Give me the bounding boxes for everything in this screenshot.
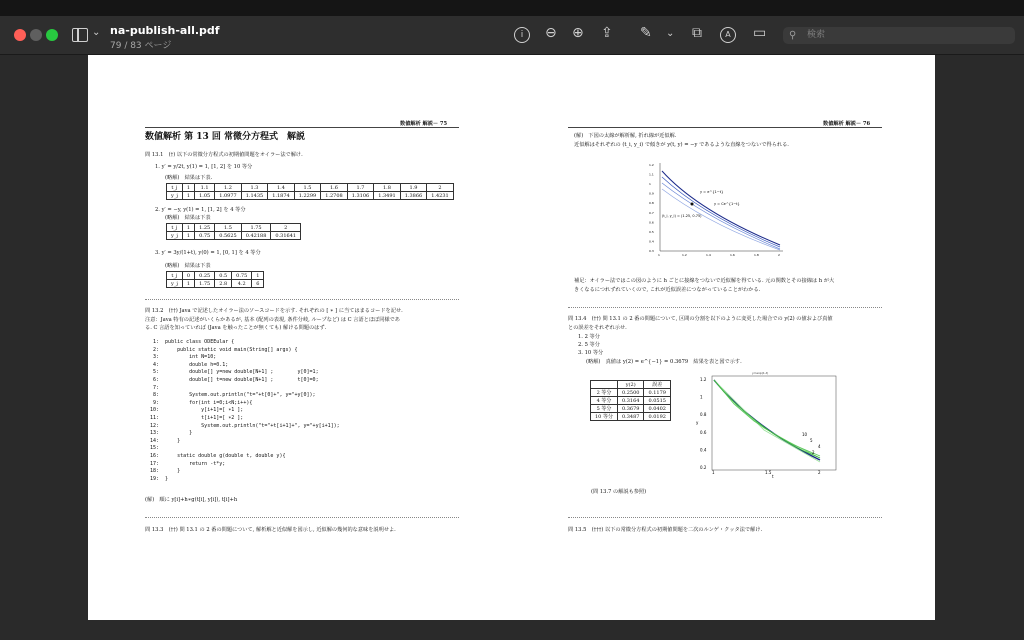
document-title: na-publish-all.pdf: [110, 24, 220, 37]
code-line: 16: static double g(double t, double y){: [150, 452, 286, 459]
exact-solution-curve: [714, 380, 820, 460]
code-line: 12: System.out.println("t="+t[i+1]+", y="+y[i+1]);: [150, 422, 340, 429]
curve-annotation: 5: [810, 438, 813, 443]
table-cell: 0.31641: [271, 232, 301, 240]
y-tick-label: 0.8: [649, 201, 654, 206]
table-cell: 1: [182, 184, 194, 192]
table-cell: 0.5: [215, 272, 232, 280]
table-cell: 1.1435: [241, 192, 268, 200]
table-cell: 1.3866: [400, 192, 427, 200]
table-cell: 0.1179: [644, 389, 671, 397]
table-cell: 誤差: [644, 381, 671, 389]
left-page-header: 数値解析 解説－ 75: [400, 121, 448, 127]
table-cell: y_j: [167, 232, 183, 240]
table-cell: 1: [182, 192, 194, 200]
y-tick-label: 0.7: [649, 210, 654, 215]
table-cell: t_j: [167, 224, 183, 232]
q1-2-answer: (略解) 結果は下表: [165, 215, 211, 221]
title-bar: [0, 16, 1024, 55]
sidebar-icon[interactable]: [72, 28, 88, 42]
y-tick-label: 0.4: [649, 239, 654, 244]
table-cell: y_j: [167, 192, 183, 200]
table-cell: 0.25: [195, 272, 215, 280]
q1-3-text: 3. y′ = 3y/(1+t), y(0) = 1, [0, 1] を 4 等分: [155, 250, 261, 256]
x-tick-label: 1.4: [706, 253, 711, 257]
table-row: [167, 224, 301, 232]
x-tick-label: 1: [712, 470, 715, 475]
left-page-title: 数値解析 第 13 回 常微分方程式 解説: [145, 132, 306, 142]
plot1-label-b: y = Ce^{1−t}: [714, 202, 740, 206]
table-cell: 1.2299: [294, 192, 321, 200]
q2-text-a: 問 13.2 (††) Java で記述したオイラー法のソースコードを示す. それぞれの [ ∗ ] に当てはまるコードを記せ.: [145, 308, 403, 314]
table-cell: 1.6: [321, 184, 348, 192]
y-tick-label: 0.2: [700, 465, 707, 470]
section-divider: [568, 307, 882, 308]
table-cell: 6: [252, 280, 264, 288]
table-cell: 1.3: [241, 184, 268, 192]
document-view[interactable]: [0, 55, 1024, 640]
x-tick-label: 1.6: [730, 253, 735, 257]
table-row: [167, 184, 454, 192]
note-text-a: 補足：オイラー法ではこの図のように h ごとに接線をつないで近似解を得ている. 元の関数とその接線は h が大: [574, 278, 835, 284]
table-cell: 1.4231: [427, 192, 454, 200]
minimize-window-button[interactable]: [30, 29, 42, 41]
zoom-out-icon[interactable]: ⊖: [545, 25, 557, 41]
table-cell: 0.0515: [644, 397, 671, 405]
y-tick-label: 0.9: [649, 191, 654, 196]
table-header-row: [591, 381, 671, 389]
plot1-x-ticks: [658, 253, 780, 257]
code-line: 3: int N=10;: [150, 354, 217, 361]
table-cell: 1.0977: [215, 192, 242, 200]
chevron-down-icon[interactable]: ⌄: [92, 27, 101, 38]
euler-5-curve: [714, 380, 820, 456]
table-cell: 0.75: [232, 272, 252, 280]
plot1-label-c: (t_i, y_i) = (1.25, 0.75): [662, 214, 702, 218]
table-cell: 1.9: [400, 184, 427, 192]
table-cell: 1.5: [215, 224, 242, 232]
right-page-header: 数値解析 解説－ 76: [823, 121, 871, 127]
table-cell: 0.42188: [241, 232, 271, 240]
x-tick-label: 1.2: [682, 253, 687, 257]
zoom-in-icon[interactable]: ⊕: [572, 25, 584, 41]
solution-text-b: 近似解はそれぞれの (t_i, y_i) で傾きが y(t, y) = −y であるような直線をつないで得られる.: [574, 142, 789, 148]
pdf-page-spread: [88, 55, 935, 620]
table-cell: 0.2500: [617, 389, 644, 397]
page-indicator: 79 / 83 ページ: [110, 41, 172, 51]
table-cell: 2: [271, 224, 301, 232]
form-icon[interactable]: ▭: [753, 25, 767, 41]
plot2-x-ticks: [712, 470, 821, 475]
section-divider: [145, 517, 459, 518]
table-row: [591, 389, 671, 397]
table-cell: 0.3487: [617, 413, 644, 421]
table-cell: t_j: [167, 272, 183, 280]
y-tick-label: 1.2: [649, 163, 654, 167]
y-tick-label: 0.6: [700, 429, 707, 435]
table-cell: 1.1: [195, 184, 215, 192]
code-line: 4: double h=0.1;: [150, 361, 229, 368]
convergence-plot: [694, 370, 844, 480]
table-cell: 1.75: [195, 280, 215, 288]
q2-answer: (解) 順に y[i]+h∗g(t[i], y[i]), t[i]+h: [145, 497, 238, 503]
table-cell: t_j: [167, 184, 183, 192]
x-tick-label: 1.5: [765, 470, 772, 475]
solution-text-a: (解) 下図の太線が解析解, 折れ線が近似解.: [574, 133, 677, 139]
code-line: 15:: [150, 445, 160, 452]
table-cell: 1: [252, 272, 264, 280]
plot1-label-a: y = e^{1−t}: [700, 190, 724, 194]
code-line: 18: }: [150, 468, 181, 475]
curve-annotation: 10: [802, 432, 808, 437]
q1-1-text: 1. y′ = y/2t, y(1) = 1, [1, 2] を 10 等分: [155, 164, 253, 170]
y-tick-label: 0.3: [649, 249, 654, 253]
table-cell: y(2): [617, 381, 644, 389]
euler-4-curve: [714, 380, 820, 458]
x-tick-label: 2: [778, 253, 780, 257]
code-line: 8: System.out.println("t="+t[0]+", y="+y[0]);: [150, 392, 316, 399]
q4-item-3: 3. 10 等分: [578, 350, 604, 356]
curve-annotation: 2: [812, 450, 815, 455]
table-cell: 1.75: [241, 224, 271, 232]
q1-2-text: 2. y′ = −y, y(1) = 1, [1, 2] を 4 等分: [155, 207, 246, 213]
q2-text-b: 注意：Java 特有の記述がいくらかあるが, 基本 (配列の表現, 条件分岐, ループなど) は C 言語とほぼ同様であ: [145, 317, 400, 323]
q1-1-answer: (略解) 結果は下表.: [165, 175, 213, 181]
info-icon[interactable]: i: [514, 27, 530, 43]
table-cell: 1.4: [268, 184, 295, 192]
code-line: 10: y[i+1]=[ ∗1 ];: [150, 407, 244, 414]
table-cell: 4 等分: [591, 397, 618, 405]
table-cell: 1.3106: [347, 192, 374, 200]
euler-10-curve: [714, 380, 820, 458]
table-row: [167, 232, 301, 240]
code-line: 11: t[i+1]=[ ∗2 ];: [150, 414, 244, 421]
y-tick-label: 1.2: [700, 377, 707, 382]
code-line: 17: return -t*y;: [150, 460, 226, 467]
x-tick-label: 1: [658, 253, 660, 257]
annotate-icon[interactable]: A: [720, 27, 736, 43]
table-cell: 0: [182, 272, 194, 280]
y-tick-label: 0.8: [700, 412, 707, 418]
table-cell: 1.7: [347, 184, 374, 192]
table-cell: 0.0192: [644, 413, 671, 421]
table-row: [167, 272, 264, 280]
table-cell: 0.0402: [644, 405, 671, 413]
q2-text-c: る. C 言語を知っていれば (Java を触ったことが無くても) 解ける問題のはず.: [145, 325, 327, 331]
x-tick-label: 2: [818, 470, 821, 475]
y-tick-label: 0.6: [649, 220, 654, 225]
table-cell: 1: [182, 224, 194, 232]
table-cell: 0.3679: [617, 405, 644, 413]
table-cell: 1.5: [294, 184, 321, 192]
curve-annotation: 4: [818, 444, 821, 449]
error-table: [590, 380, 671, 421]
search-field[interactable]: [783, 27, 1015, 44]
menu-bar-strip: [0, 0, 1024, 16]
zoom-window-button[interactable]: [46, 29, 58, 41]
q4-item-1: 1. 2 等分: [578, 334, 600, 340]
code-line: 13: }: [150, 430, 193, 437]
euler-table-3: [166, 271, 264, 288]
table-cell: y_j: [167, 280, 183, 288]
table-cell: 1.1874: [268, 192, 295, 200]
code-line: 7:: [150, 384, 160, 391]
code-line: 19: }: [150, 475, 169, 482]
code-line: 2: public static void main(String[] args) {: [150, 346, 298, 353]
plot1-y-ticks: [649, 163, 654, 253]
plot2-legend: y=exp(1-t): [752, 371, 769, 375]
q1-3-answer: (略解) 結果は下表: [165, 263, 211, 269]
table-row: [167, 280, 264, 288]
table-cell: 0.75: [195, 232, 215, 240]
table-cell: 1: [182, 280, 194, 288]
table-cell: 5 等分: [591, 405, 618, 413]
section-divider: [568, 517, 882, 518]
header-rule: [145, 127, 459, 128]
rotate-icon[interactable]: ⧉: [692, 25, 702, 41]
code-listing: [150, 339, 340, 483]
q4-answer: (略解) 真値は y(2) = e^{−1} = 0.3679 結果を表と図で示す.: [586, 359, 742, 365]
table-row: [591, 413, 671, 421]
share-icon[interactable]: ⇪: [601, 25, 613, 41]
code-line: 14: }: [150, 437, 181, 444]
table-cell: 0.5625: [215, 232, 242, 240]
tangent-curve-3: [662, 189, 780, 250]
table-cell: [591, 381, 618, 389]
note-text-b: きくなるにつれずれていくので, これが近似誤差につながっていることがわかる.: [574, 287, 761, 293]
search-icon: ⚲: [789, 30, 797, 41]
table-row: [591, 405, 671, 413]
euler-table-1: [166, 183, 454, 200]
table-cell: 2.8: [215, 280, 232, 288]
plot2-y-ticks: [700, 377, 707, 470]
code-line: 5: double[] y=new double[N+1] ; y[0]=1;: [150, 369, 319, 376]
table-cell: 1.25: [195, 224, 215, 232]
table-cell: 10 等分: [591, 413, 618, 421]
search-placeholder: 検索: [807, 30, 826, 40]
q4-item-2: 2. 5 等分: [578, 342, 600, 348]
q3-text: 問 13.3 (††) 問 13.1 の 2 番の問題について, 解析解と近似解を図示し, 近似解の幾何的な意味を説明せよ.: [145, 527, 396, 533]
table-cell: 1: [182, 232, 194, 240]
table-row: [591, 397, 671, 405]
reference-text: (問 13.7 の解説も参照): [591, 489, 647, 495]
table-cell: 1.05: [195, 192, 215, 200]
q4-text-a: 問 13.4 (††) 問 13.1 の 2 番の問題について, 区間の分割を以下のように変更した場合での y(2) の値および真値: [568, 316, 833, 322]
code-line: 6: double[] t=new double[N+1] ; t[0]=0;: [150, 376, 319, 383]
table-cell: 0.3164: [617, 397, 644, 405]
y-tick-label: 1: [649, 182, 651, 187]
euler-point: [691, 203, 694, 206]
table-row: [167, 192, 454, 200]
markup-icon[interactable]: ✎: [640, 25, 652, 41]
table-cell: 1.2708: [321, 192, 348, 200]
code-line: 9: for(int i=0;i<N;i++){: [150, 399, 253, 406]
close-window-button[interactable]: [14, 29, 26, 41]
table-cell: 1.2: [215, 184, 242, 192]
euler-tangent-plot: [648, 159, 788, 259]
header-rule: [568, 127, 882, 128]
q1-text: 問 13.1 (†) 以下の常微分方程式の初期値問題をオイラー法で解け.: [145, 152, 303, 158]
euler-table-2: [166, 223, 301, 240]
q5-text: 問 13.5 (†††) 以下の常微分方程式の初期値問題を二次のルンゲ・クッタ法で解け.: [568, 527, 763, 533]
y-tick-label: 0.5: [649, 229, 654, 234]
plot2-ylabel: y: [696, 420, 699, 425]
x-tick-label: 1.8: [754, 253, 759, 257]
markup-chevron-icon[interactable]: ⌄: [666, 28, 675, 39]
y-tick-label: 0.4: [700, 447, 707, 453]
section-divider: [145, 299, 459, 300]
table-cell: 4.2: [232, 280, 252, 288]
plot2-xlabel: t: [772, 474, 774, 479]
y-tick-label: 1: [700, 394, 703, 400]
table-cell: 2: [427, 184, 454, 192]
code-line: 1: public class ODEEular {: [150, 339, 235, 345]
analytic-curve: [662, 171, 780, 245]
error-table-body: [591, 389, 671, 421]
plot2-frame: [712, 376, 836, 470]
q4-text-b: との誤差をそれぞれ示せ.: [568, 325, 627, 331]
table-cell: 1.8: [374, 184, 401, 192]
table-cell: 2 等分: [591, 389, 618, 397]
y-tick-label: 1.1: [649, 172, 654, 177]
table-cell: 1.3491: [374, 192, 401, 200]
